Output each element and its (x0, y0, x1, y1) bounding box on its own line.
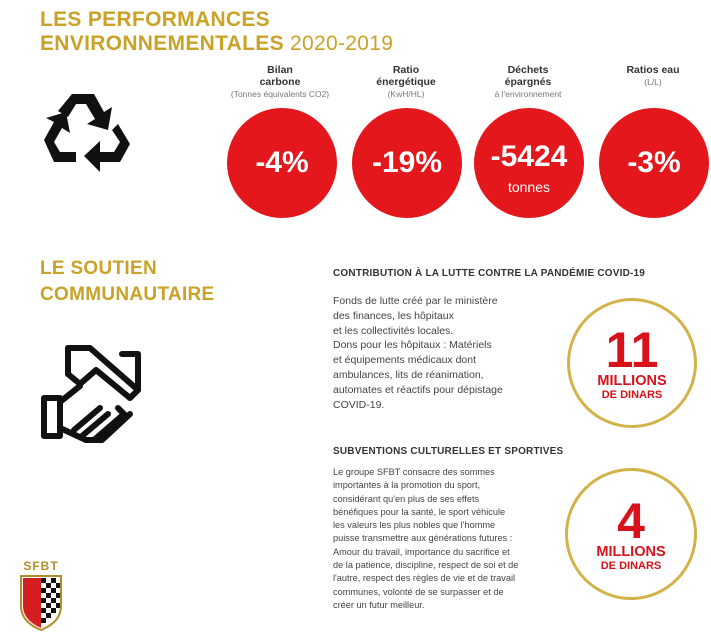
culture-section-title: SUBVENTIONS CULTURELLES ET SPORTIVES (333, 446, 564, 457)
covid-description: Fonds de lutte créé par le ministère des finances, les hôpitaux et les collectivités locales. Dons pour les hôpitaux : Matériels et équipements médicaux dont ambulances, lits de réanimation, automates et réactifs pour dépistage COVID-19. (333, 295, 503, 411)
metric-circle-waste: -5424 tonnes (474, 108, 584, 218)
metric-header-waste: Déchets épargnés à l'environnement (494, 64, 562, 99)
section-title-community: LE SOUTIEN COMMUNAUTAIRE (40, 258, 215, 305)
recycle-icon (38, 86, 134, 178)
covid-amount-badge: 11 MILLIONS DE DINARS (567, 298, 697, 428)
metric-circle-energy: -19% (352, 108, 462, 218)
culture-amount-badge: 4 MILLIONS DE DINARS (565, 468, 697, 600)
metric-header-water: Ratios eau (L/L) (626, 64, 680, 87)
covid-section-title: CONTRIBUTION À LA LUTTE CONTRE LA PANDÉMIE COVID-19 (333, 268, 646, 279)
section-title-environment: LES PERFORMANCES ENVIRONNEMENTALES 2020-2019 (40, 8, 394, 55)
sfbt-logo: SFBT (16, 560, 66, 632)
handshake-icon (38, 340, 146, 448)
metric-header-energy: Ratio énergétique (KwH/HL) (376, 64, 436, 99)
metric-header-carbon: Bilan carbone (Tonnes équivalents CO2) (230, 64, 330, 99)
culture-description: Le groupe SFBT consacre des sommes importantes à la promotion du sport, considérant qu'en plus de ses effets bénéfiques pour la santé, le sport véhicule les valeurs les plus nobles que l'homme puisse transmettre aux générations futures : Amour du travail, importance du sacrifice et de la patience, discipline, respect de soi et de l'autre, respect des règles de vie et de travail communes, volonté de se surpasser et de créer un futur meilleur. (333, 467, 519, 610)
metric-circle-water: -3% (599, 108, 709, 218)
metric-circle-carbon: -4% (227, 108, 337, 218)
sfbt-shield-icon (16, 572, 66, 632)
